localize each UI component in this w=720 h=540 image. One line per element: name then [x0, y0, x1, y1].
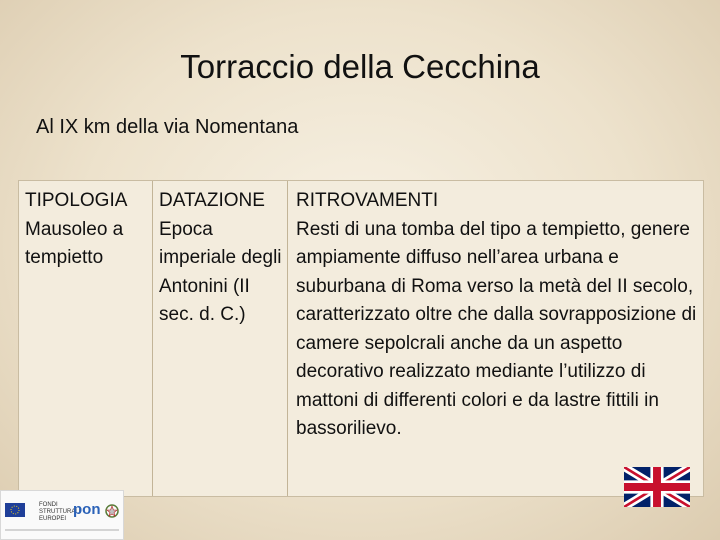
italy-emblem-icon	[105, 503, 119, 519]
slide-subtitle: Al IX km della via Nomentana	[36, 116, 299, 138]
funding-logos	[0, 490, 124, 540]
slide-title: Torraccio della Cecchina	[180, 48, 540, 85]
eu-flag-icon	[5, 503, 25, 517]
cell-tipologia: Mausoleo a tempietto	[25, 218, 124, 268]
info-table	[18, 180, 704, 497]
column-tipologia	[19, 181, 153, 496]
header-ritrovamenti: RITROVAMENTI	[296, 190, 439, 211]
cell-datazione: Epoca imperiale degli Antonini (II sec. d. C.)	[159, 218, 282, 325]
union-jack-icon[interactable]	[624, 467, 690, 507]
header-datazione: DATAZIONE	[159, 190, 265, 211]
header-tipologia: TIPOLOGIA	[25, 190, 128, 211]
fondi-strutturali-text: FONDI STRUTTURALI EUROPEI	[39, 502, 81, 522]
cell-ritrovamenti: Resti di una tomba del tipo a tempietto, genere ampiamente diffuso nell’area urbana e suburbana di Roma verso la metà del II secolo, caratterizzato oltre che dalla sovrapposizione di camere sepolcrali anche da un aspetto decorativo realizzato mediante l’utilizzo di mattoni di differenti colori e da lastre fittili in bassorilievo.	[296, 218, 697, 439]
column-datazione	[153, 181, 288, 496]
logo-divider	[5, 529, 119, 531]
column-ritrovamenti	[288, 181, 703, 496]
pon-logo-text: pon	[73, 501, 101, 518]
